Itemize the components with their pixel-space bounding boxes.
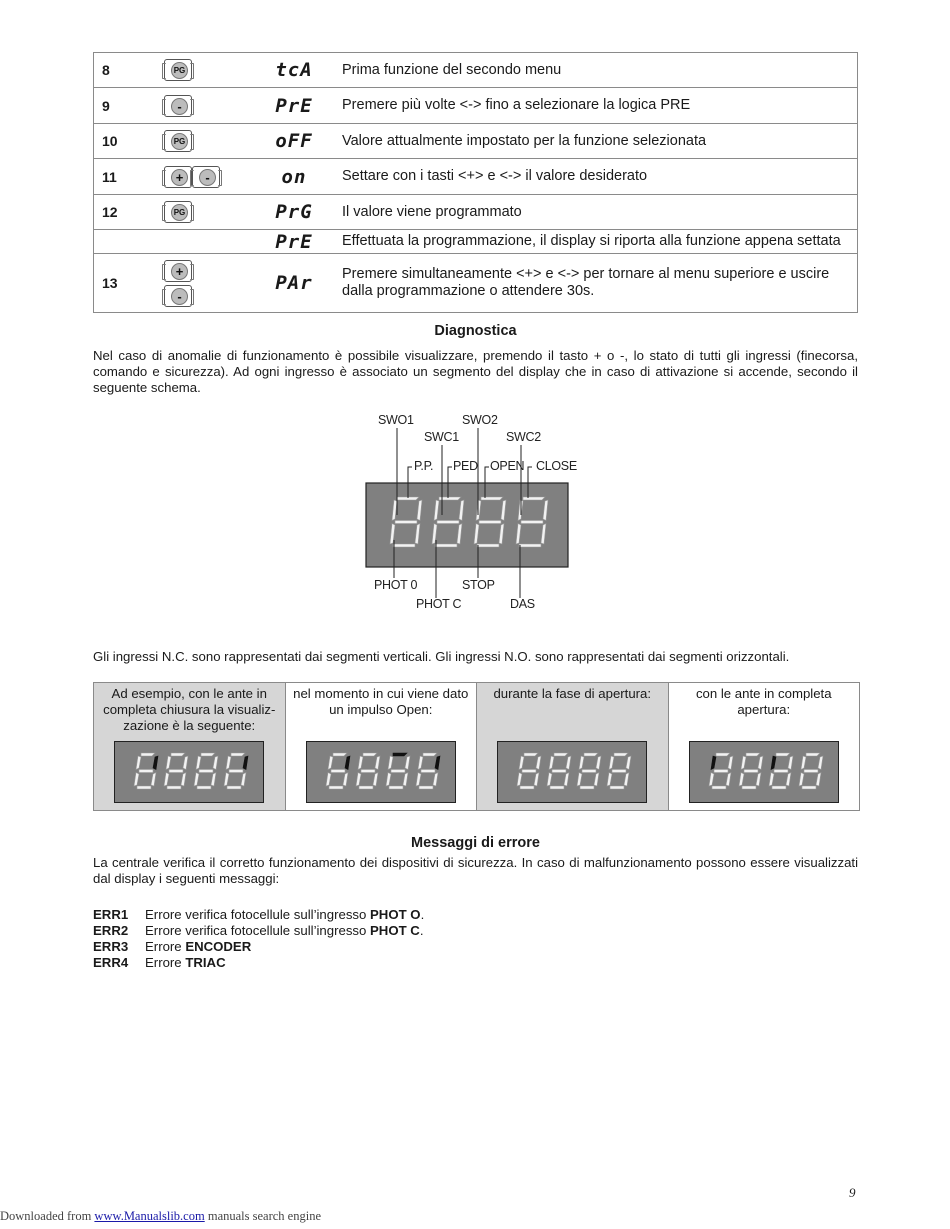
segment-d: [435, 544, 457, 547]
step-description: Il valore viene programmato: [334, 195, 858, 230]
error-text: Errore verifica fotocellule sull’ingresso: [145, 923, 371, 938]
segment-d: [580, 786, 594, 789]
display-examples-table: [93, 682, 860, 811]
segment-g: [774, 770, 788, 773]
step-description: Premere simultaneamente <+> e <-> per tornare al menu superiore e uscire dalla programmazione o attendere 30s.: [334, 254, 858, 313]
segment-d: [712, 786, 726, 789]
segment-g: [391, 770, 405, 773]
segment-g: [331, 770, 345, 773]
segment-d: [520, 786, 534, 789]
key-label: -: [199, 169, 216, 186]
error-code: ERR2: [93, 923, 129, 938]
segment-a: [523, 497, 545, 500]
display-code: tcA: [275, 59, 313, 81]
display-code: oFF: [275, 130, 313, 152]
errori-heading: Messaggi di errore: [411, 835, 540, 851]
segment-g: [229, 770, 243, 773]
step-keys: [164, 53, 254, 88]
step-keys: [164, 159, 254, 195]
segment-g: [744, 770, 758, 773]
key-label: PG: [171, 133, 188, 150]
segment-g: [521, 521, 543, 524]
example-cell: [286, 683, 478, 810]
segment-e: [474, 524, 479, 545]
step-row: [94, 254, 858, 313]
footer-prefix: Downloaded from: [0, 1209, 95, 1223]
manualslib-link[interactable]: www.Manualslib.com: [94, 1209, 205, 1223]
segment-a: [439, 497, 461, 500]
segment-b: [543, 500, 548, 521]
minus-key-icon: [192, 166, 220, 188]
step-display: [254, 195, 334, 230]
pg-key-icon: [164, 130, 192, 152]
example-caption: nel momento in cui viene dato un impulso Open:: [293, 686, 469, 717]
key-label: +: [171, 169, 188, 186]
key-label: -: [171, 98, 188, 115]
step-display: [254, 53, 334, 88]
error-item: [93, 939, 251, 955]
segment-d: [137, 786, 151, 789]
example-cell: [94, 683, 286, 810]
display-code: PAr: [275, 272, 313, 294]
key-label: +: [171, 263, 188, 280]
step-keys: [164, 254, 254, 313]
segment-g: [169, 770, 183, 773]
segment-d: [359, 786, 373, 789]
error-tail: .: [419, 923, 424, 938]
segment-a: [481, 497, 503, 500]
error-text: Errore: [145, 939, 186, 954]
segment-b: [459, 500, 464, 521]
step-description: Premere più volte <-> fino a selezionare la logica PRE: [334, 88, 858, 124]
step-description: Prima funzione del secondo menu: [334, 53, 858, 88]
example-cell: [669, 683, 860, 810]
label-close: CLOSE: [536, 459, 577, 473]
label-swc2: SWC2: [506, 430, 541, 444]
step-keys: [164, 124, 254, 159]
segment-d: [550, 786, 564, 789]
segment-g: [361, 770, 375, 773]
error-target: PHOT O: [370, 907, 421, 922]
step-keys: [164, 195, 254, 230]
segment-d: [772, 786, 786, 789]
step-keys: [164, 230, 254, 254]
programming-steps-table: [93, 52, 858, 313]
label-phot0: PHOT 0: [374, 578, 418, 592]
step-description: Valore attualmente impostato per la funzione selezionata: [334, 124, 858, 159]
display-code: on: [281, 165, 307, 188]
segment-f: [434, 500, 439, 521]
segment-g: [437, 521, 459, 524]
page-number: 9: [849, 1185, 856, 1200]
example-caption: durante la fase di apertura:: [493, 686, 652, 701]
step-row: [94, 53, 858, 88]
step-row: [94, 159, 858, 195]
segment-c: [541, 524, 546, 545]
error-code: ERR3: [93, 939, 129, 954]
step-number: 11: [94, 159, 165, 195]
segment-b: [417, 500, 422, 521]
segment-e: [432, 524, 437, 545]
segment-d: [227, 786, 241, 789]
segment-g: [612, 770, 626, 773]
segment-d: [419, 786, 433, 789]
segment-f: [518, 500, 523, 521]
example-cell: [477, 683, 669, 810]
plus-key-icon: [164, 166, 192, 188]
segment-f: [392, 500, 397, 521]
step-row: [94, 195, 858, 230]
error-text: Errore: [145, 955, 186, 970]
errori-intro: La centrale verifica il corretto funzionamento dei dispositivi di sicurezza. In caso di malfunzionamento possono essere visualizzati dal display i seguenti messaggi:: [93, 855, 858, 886]
diagram-digit: [432, 497, 464, 547]
example-lcd: [306, 741, 456, 803]
step-number: 10: [94, 124, 165, 159]
diagram-digit: [390, 497, 422, 547]
label-ped: PED: [453, 459, 478, 473]
label-swc1: SWC1: [424, 430, 459, 444]
error-target: TRIAC: [185, 955, 226, 970]
key-label: -: [171, 288, 188, 305]
segment-c: [499, 524, 504, 545]
label-swo2: SWO2: [462, 413, 498, 427]
segment-d: [610, 786, 624, 789]
segment-g: [421, 770, 435, 773]
step-number: 12: [94, 195, 165, 230]
plus-key-icon: [164, 260, 192, 282]
segment-d: [802, 786, 816, 789]
segment-d: [389, 786, 403, 789]
error-code: ERR1: [93, 907, 129, 922]
segment-a: [397, 497, 419, 500]
error-target: ENCODER: [185, 939, 252, 954]
segment-d: [519, 544, 541, 547]
diagnostica-heading: Diagnostica: [434, 323, 517, 339]
step-display: [254, 159, 334, 195]
step-description: Settare con i tasti <+> e <-> il valore desiderato: [334, 159, 858, 195]
label-swo1: SWO1: [378, 413, 414, 427]
step-number: [94, 230, 165, 254]
step-display: [254, 124, 334, 159]
step-display: [254, 230, 334, 254]
segment-g: [395, 521, 417, 524]
segment-c: [457, 524, 462, 545]
display-code: PrG: [275, 201, 313, 223]
error-item: [93, 923, 424, 939]
error-target: PHOT C: [370, 923, 420, 938]
step-number: 13: [94, 254, 165, 313]
error-item: [93, 907, 424, 923]
label-open: OPEN: [490, 459, 525, 473]
download-footer: [0, 1209, 321, 1224]
display-code: PrE: [275, 230, 313, 253]
error-text: Errore verifica fotocellule sull’ingresso: [145, 907, 371, 922]
segment-g: [199, 770, 213, 773]
example-lcd: [689, 741, 839, 803]
step-description: Effettuata la programmazione, il display si riporta alla funzione appena settata: [334, 230, 858, 254]
example-caption: Ad esempio, con le ante in completa chiusura la visualiz-zazione è la seguente:: [103, 686, 276, 733]
step-number: 9: [94, 88, 165, 124]
error-tail: .: [420, 907, 425, 922]
error-code: ERR4: [93, 955, 129, 970]
minus-key-icon: [164, 95, 192, 117]
segment-b: [501, 500, 506, 521]
segment-d: [197, 786, 211, 789]
label-photc: PHOT C: [416, 597, 462, 611]
key-label: PG: [171, 62, 188, 79]
step-row: [94, 124, 858, 159]
step-row: [94, 230, 858, 254]
step-row: [94, 88, 858, 124]
label-stop: STOP: [462, 578, 495, 592]
diagnostica-intro: Nel caso di anomalie di funzionamento è possibile visualizzare, premendo il tasto + o -, lo stato di tutti gli ingressi (finecorsa, comando e sicurezza). Ad ogni ingresso è associato un segmento del display che in caso di attivazione si accende, secondo il seguente schema.: [93, 348, 858, 395]
step-keys: [164, 88, 254, 124]
segment-d: [393, 544, 415, 547]
segment-g: [522, 770, 536, 773]
segment-d: [477, 544, 499, 547]
segment-g: [582, 770, 596, 773]
segment-g: [552, 770, 566, 773]
display-code: PrE: [275, 94, 313, 117]
segment-g: [139, 770, 153, 773]
segment-c: [415, 524, 420, 545]
diagram-digit: [516, 497, 548, 547]
segment-g: [804, 770, 818, 773]
segment-e: [516, 524, 521, 545]
step-display: [254, 88, 334, 124]
segment-d: [167, 786, 181, 789]
example-caption: con le ante in completa apertura:: [695, 686, 832, 717]
example-lcd: [497, 741, 647, 803]
segment-g: [714, 770, 728, 773]
step-display: [254, 254, 334, 313]
pg-key-icon: [164, 59, 192, 81]
key-label: PG: [171, 204, 188, 221]
example-lcd: [114, 741, 264, 803]
pg-key-icon: [164, 201, 192, 223]
step-number: 8: [94, 53, 165, 88]
minus-key-icon: [164, 285, 192, 307]
segment-e: [390, 524, 395, 545]
label-das: DAS: [510, 597, 535, 611]
segment-f: [476, 500, 481, 521]
footer-suffix: manuals search engine: [204, 1209, 321, 1223]
diagram-digit: [474, 497, 506, 547]
label-pp: P.P.: [414, 459, 434, 473]
segment-d: [742, 786, 756, 789]
segment-note: Gli ingressi N.C. sono rappresentati dai segmenti verticali. Gli ingressi N.O. sono rappresentati dai segmenti orizzontali.: [93, 649, 790, 664]
segment-d: [329, 786, 343, 789]
segment-g: [479, 521, 501, 524]
error-item: [93, 955, 226, 971]
